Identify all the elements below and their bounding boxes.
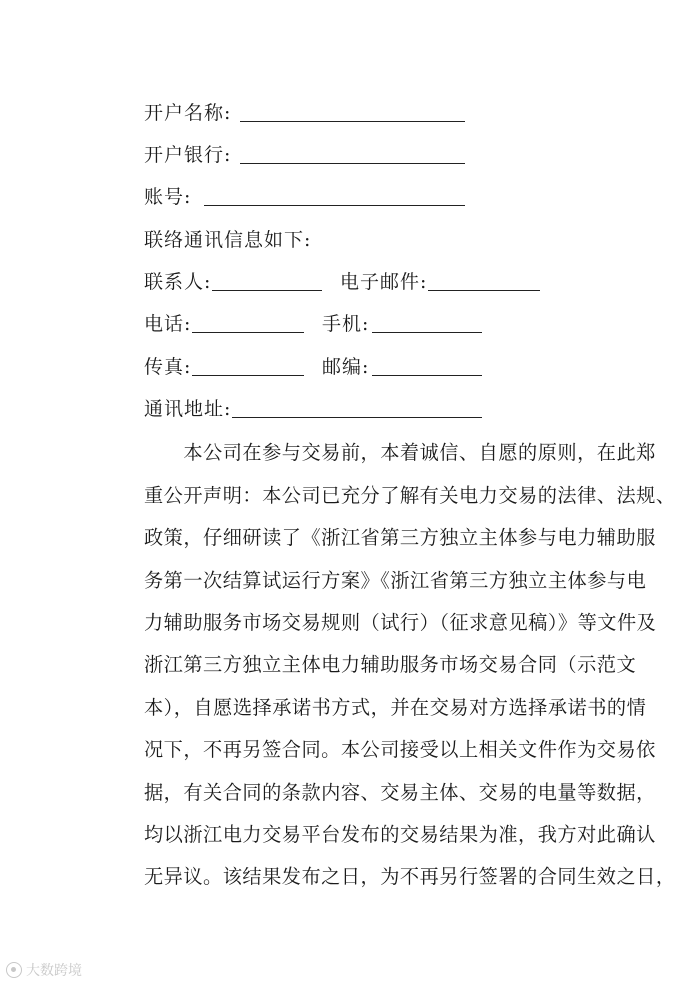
body-line-6: 浙江第三方独立主体电力辅助服务市场交易合同（示范文 [144,653,637,676]
contact-person-blank [212,290,322,291]
body-line-11: 无异议。该结果发布之日，为不再另行签署的合同生效之日， [144,865,676,888]
body-line-5: 力辅助服务市场交易规则（试行）（征求意见稿）》等文件及 [144,611,657,634]
postcode-label: 邮编: [322,356,370,378]
phone-label: 电话: [144,313,192,335]
account-name-label: 开户名称: [144,102,232,124]
mobile-label: 手机: [322,313,370,335]
contact-person-label: 联系人: [144,271,212,293]
address-label: 通讯地址: [144,398,232,420]
watermark [6,960,82,980]
body-line-7: 本），自愿选择承诺书方式，并在交易对方选择承诺书的情 [144,696,647,719]
fax-blank [192,375,304,376]
bank-blank [240,163,465,164]
body-line-1: 本公司在参与交易前，本着诚信、自愿的原则，在此郑 [144,441,656,464]
body-line-8: 况下，不再另签合同。本公司接受以上相关文件作为交易依 [144,738,656,761]
contact-info-heading: 联络通讯信息如下: [144,229,312,251]
body-line-3: 政策，仔细研读了《浙江省第三方独立主体参与电力辅助服 [144,526,656,549]
account-number-blank [204,205,465,206]
mobile-blank [372,332,482,333]
body-line-9: 据，有关合同的条款内容、交易主体、交易的电量等数据， [144,781,656,804]
logo-icon [6,962,22,978]
phone-blank [192,332,304,333]
postcode-blank [372,375,482,376]
watermark-text: 大数跨境 [26,963,82,979]
bank-label: 开户银行: [144,144,232,166]
body-line-2: 重公开声明：本公司已充分了解有关电力交易的法律、法规、 [144,484,676,507]
fax-label: 传真: [144,356,192,378]
email-blank [428,290,540,291]
account-name-blank [240,121,465,122]
account-number-label: 账号: [144,186,192,208]
email-label: 电子邮件: [340,271,428,293]
address-blank [232,417,482,418]
body-line-4: 务第一次结算试运行方案》《浙江省第三方独立主体参与电 [144,569,647,592]
body-line-10: 均以浙江电力交易平台发布的交易结果为准，我方对此确认 [144,823,656,846]
